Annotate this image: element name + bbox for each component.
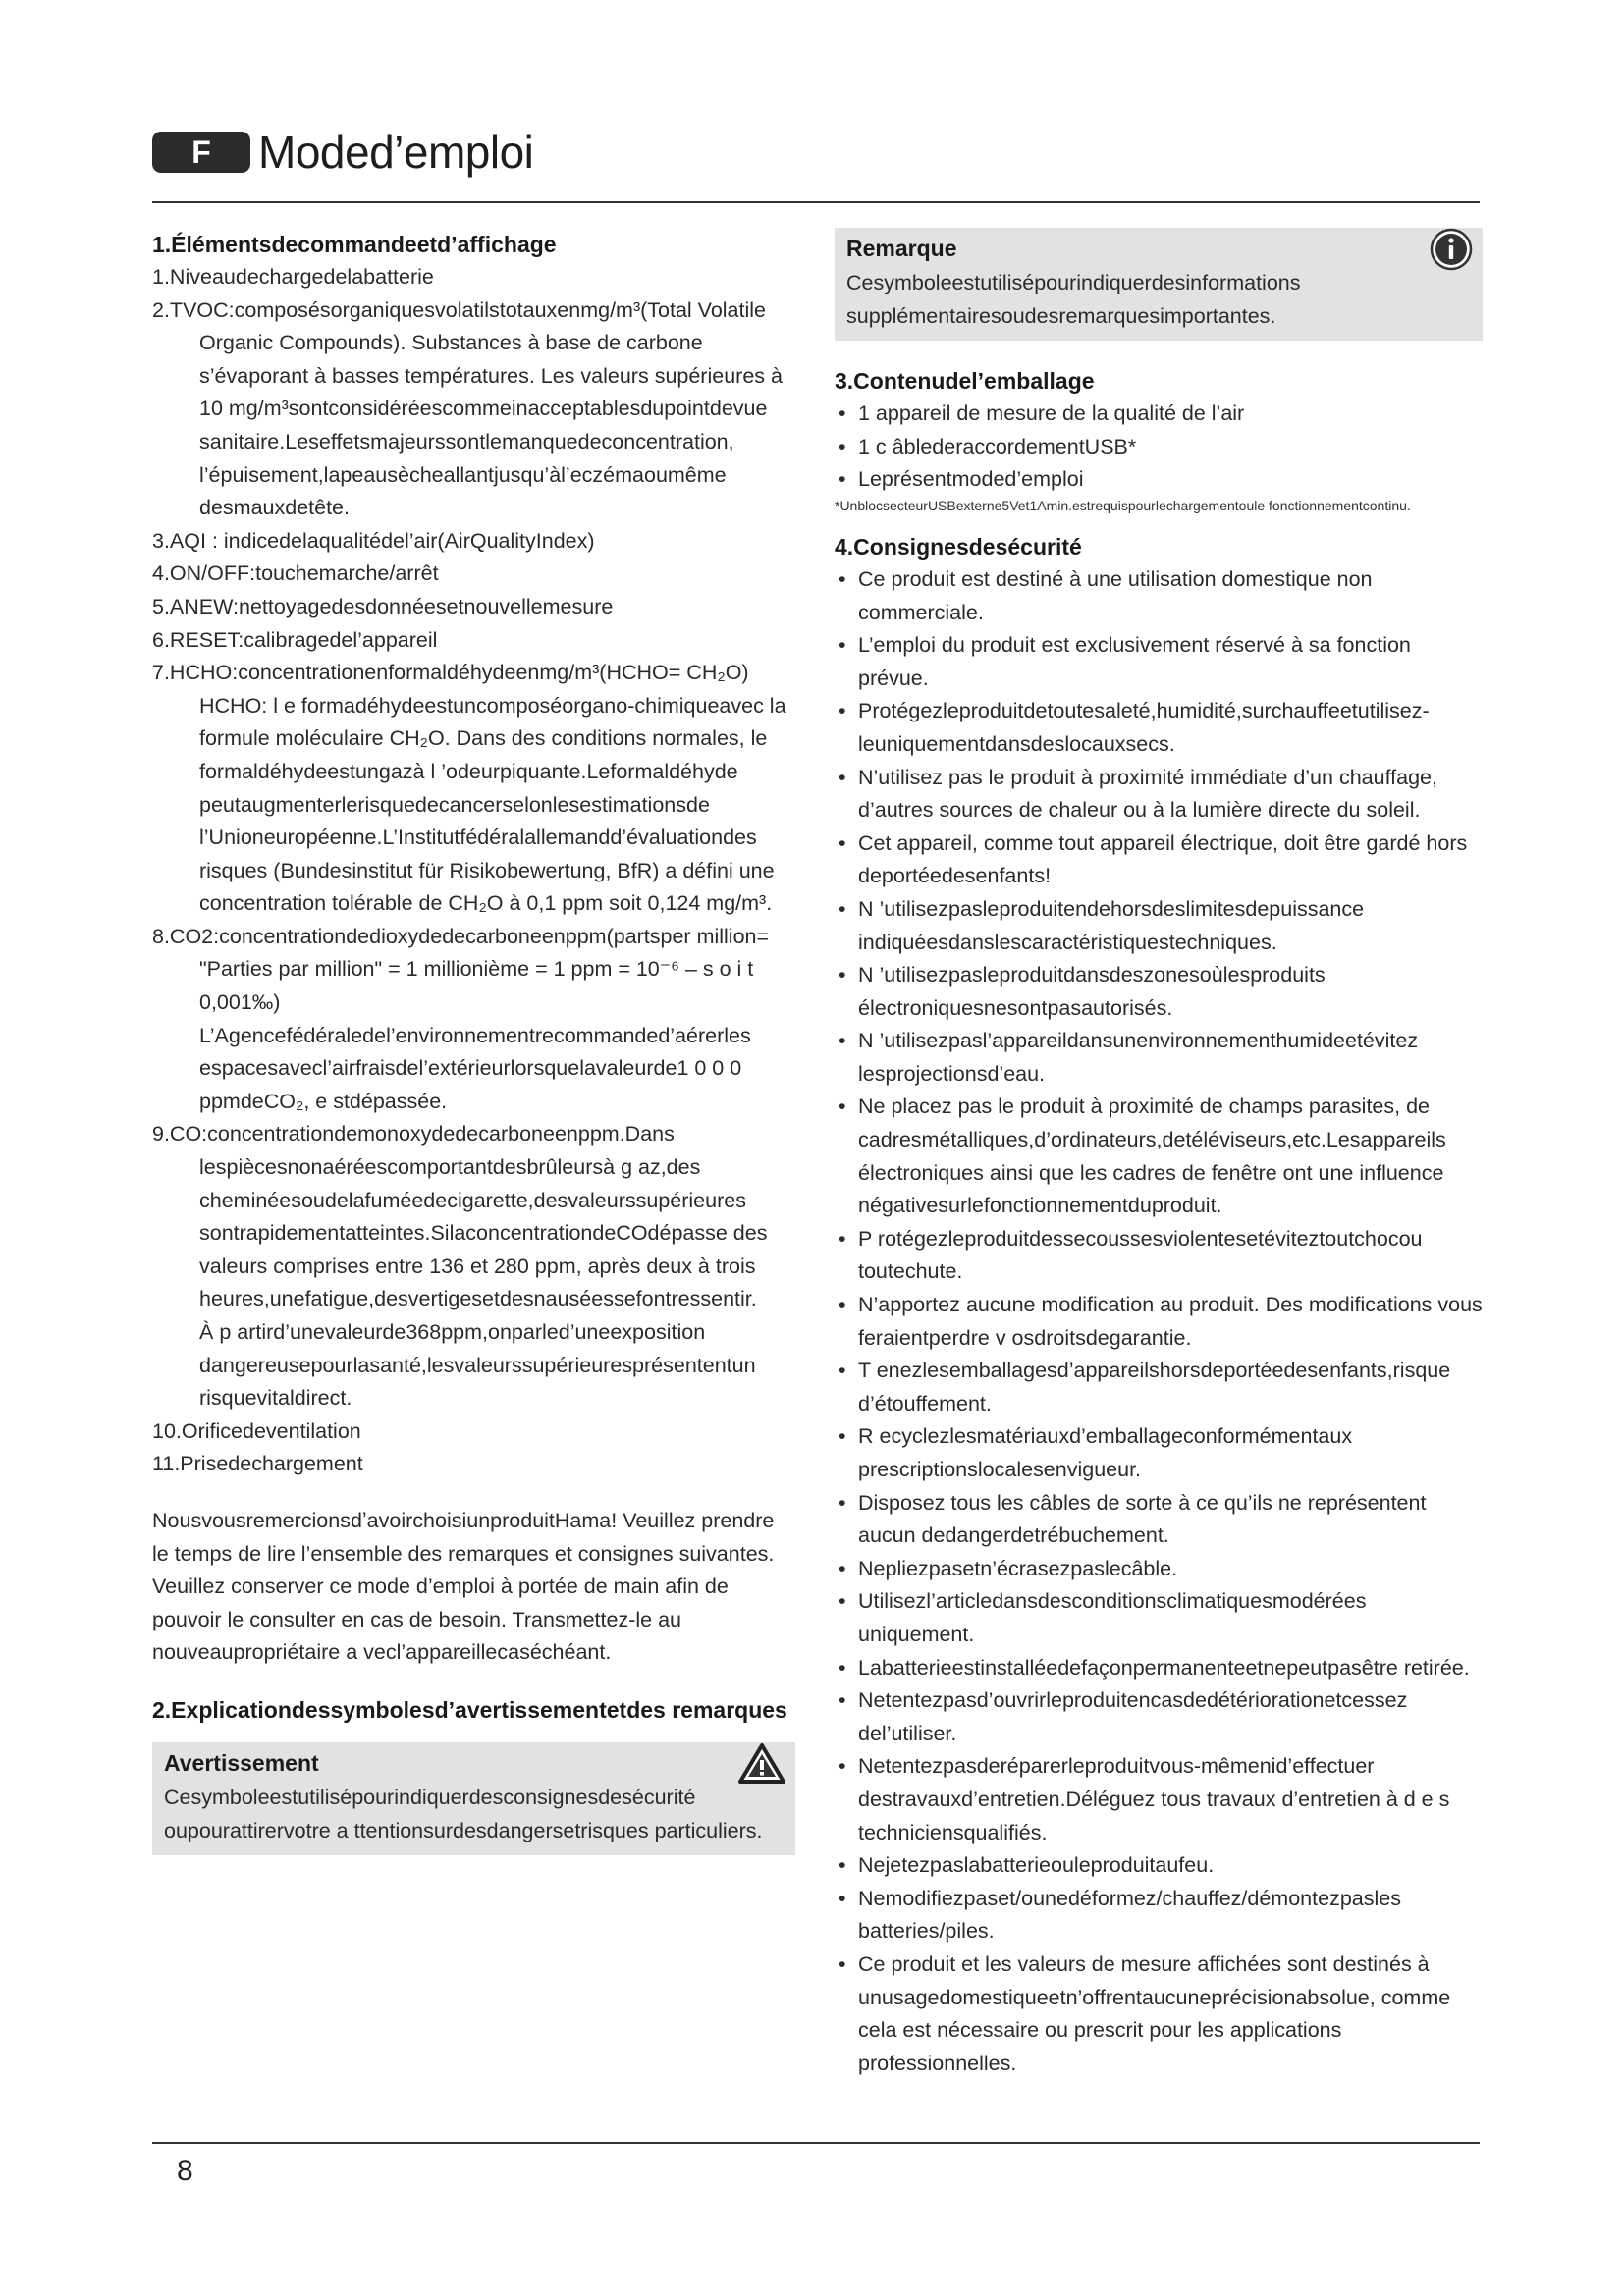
- package-contents-list: [835, 398, 1483, 497]
- list-item: • T enezlesemballagesd’appareilshorsdeportéedesenfants,risque d’étouffement.: [835, 1355, 1483, 1420]
- list-item: À p artird’unevaleurde368ppm,onparled’uneexposition dangereusepourlasanté,lesvaleurssupérieuresprésententun risquevitaldirect.: [199, 1320, 756, 1411]
- list-item: • Ce produit et les valeurs de mesure affichées sont destinés à unusagedomestiqueetn’offrentaucuneprécisionabsolue, comme cela est nécessaire ou prescrit pour les applications professionnelles.: [835, 1949, 1483, 2080]
- list-item: 1.Niveaudechargedelabatterie: [152, 265, 434, 289]
- list-item: • Cet appareil, comme tout appareil électrique, doit être gardé hors deportéedesenfants!: [835, 828, 1483, 893]
- list-item: • Ne placez pas le produit à proximité de champs parasites, de cadresmétalliques,d’ordinateurs,detéléviseurs,etc.Lesappareils électroniques ainsi que les cadres de fenêtre ont une influence négativesurlefonctionnementduproduit.: [835, 1091, 1483, 1222]
- list-item: 6.RESET:calibragedel’appareil: [152, 627, 438, 652]
- list-item: 3.AQI : indicedelaqualitédel’air(AirQualityIndex): [152, 528, 595, 553]
- page-number: 8: [177, 2155, 193, 2187]
- list-item: • N ’utilisezpasleproduitendehorsdeslimitesdepuissance indiquéesdanslescaractéristiquestechniques.: [835, 893, 1483, 959]
- list-item: 11.Prisedechargement: [152, 1452, 363, 1476]
- list-item: • 1 c âblederaccordementUSB*: [835, 431, 1483, 464]
- list-item: • P rotégezleproduitdessecoussesviolentesetéviteztoutchocou toutechute.: [835, 1223, 1483, 1289]
- list-item: HCHO: l e formadéhydeestuncomposéorgano-chimiqueavec la formule moléculaire CH₂O. Dans des conditions normales, le formaldéhydeestungazà l ’odeurpiquante.Leformaldéhyde peutaugmenterlerisquedecancerselonlesestimationsde l’Unioneuropéenne.L’Institutfédéralallemandd’évaluationdes risques (Bundesinstitut für Risikobewertung, BfR) a défini une concentration tolérable de CH₂O à 0,1 ppm soit 0,124 mg/m³.: [199, 693, 786, 916]
- list-item: • Netentezpasd’ouvrirleproduitencasdedétériorationetcessez del’utiliser.: [835, 1684, 1483, 1750]
- list-item: 8.CO2:concentrationdedioxydedecarboneenppm(partsper million=: [152, 924, 770, 948]
- list-item: • N’apportez aucune modification au produit. Des modifications vous feraientperdre v osdroitsdegarantie.: [835, 1289, 1483, 1355]
- left-column: [152, 228, 795, 1855]
- note-box: [835, 228, 1483, 341]
- header-rule: [152, 201, 1480, 203]
- list-item: 7.HCHO:concentrationenformaldéhydeenmg/m³(HCHO= CH₂O): [152, 661, 749, 685]
- section1-title: 1.Élémentsdecommandeetd’affichage: [152, 232, 557, 257]
- list-item: 10.Orificedeventilation: [152, 1418, 361, 1443]
- note-text: Cesymboleestutilisépourindiquerdesinformations supplémentairesoudesremarquesimportantes.: [846, 271, 1301, 328]
- list-item: • Labatterieestinstalléedefaçonpermanenteetnepeutpasêtre retirée.: [835, 1652, 1483, 1685]
- footer-rule: [152, 2142, 1480, 2144]
- section4-title: 4.Consignesdesécurité: [835, 533, 1082, 560]
- right-column: [835, 228, 1483, 2080]
- list-item: 5.ANEW:nettoyagedesdonnéesetnouvellemesure: [152, 594, 614, 618]
- warning-box: [152, 1742, 795, 1855]
- page-header: [152, 126, 533, 179]
- section2-title: 2.Explicationdessymbolesd’avertissementetdes remarques: [152, 1696, 787, 1723]
- controls-list: [152, 261, 795, 1481]
- list-item: L’Agencefédéraledel’environnementrecommanded’aérerles espacesavecl’airfraisdel’extérieurlorsquelavaleurde1 0 0 0 ppmdeCO₂, e stdépassée.: [199, 1023, 751, 1113]
- list-item: • Nepliezpasetn’écrasezpaslecâble.: [835, 1553, 1483, 1586]
- warning-title: Avertissement: [164, 1749, 319, 1776]
- list-item: • N’utilisez pas le produit à proximité immédiate d’un chauffage, d’autres sources de chaleur ou à la lumière directe du soleil.: [835, 762, 1483, 828]
- list-item: 2.TVOC:composésorganiquesvolatilstotauxenmg/m³(Total Volatile Organic Compounds). Substances à base de carbone s’évaporant à basses températures. Les valeurs supérieures à 10 mg/m³sontconsidéréescommeinacceptablesdupointdevue sanitaire.Leseffetsmajeurssontlemanquedeconcentration, l’épuisement,lapeausècheallantjusqu’àl’eczémaoumême desmauxdetête.: [152, 297, 783, 520]
- list-item: • 1 appareil de mesure de la qualité de l’air: [835, 398, 1483, 431]
- list-item: 9.CO:concentrationdemonoxydedecarboneenppm.Dans lespiècesnonaéréescomportantdesbrûleursà g az,des cheminéesoudelafuméedecigarette,desvaleurssupérieures sontrapidementatteintes.SilaconcentrationdeCOdépasse des valeurs comprises entre 136 et 280 ppm, après deux à trois heures,unefatigue,desvertigesetdesnauséessefontressentir.: [152, 1122, 768, 1311]
- list-item: • N ’utilisezpasl’appareildansunenvironnementhumideetévitez lesprojectionsd’eau.: [835, 1025, 1483, 1091]
- list-item: • Protégezleproduitdetoutesaleté,humidité,surchauffeetutilisez- leuniquementdansdeslocauxsecs.: [835, 695, 1483, 761]
- list-item: • N ’utilisezpasleproduitdansdeszonesoùlesproduits électroniquesnesontpasautorisés.: [835, 959, 1483, 1025]
- section3-title: 3.Contenudel’emballage: [835, 368, 1095, 395]
- list-item: • Nemodifiezpaset/ounedéformez/chauffez/démontezpasles batteries/piles.: [835, 1883, 1483, 1949]
- safety-list: [835, 563, 1483, 2080]
- list-item: • Leprésentmoded’emploi: [835, 463, 1483, 497]
- list-item: • Netentezpasderéparerleproduitvous-mêmenid’effectuer destravauxd’entretien.Déléguez tous travaux d’entretien à d e s techniciensqualifiés.: [835, 1750, 1483, 1849]
- footnote: *UnblocsecteurUSBexterne5Vet1Amin.estrequispourlechargementoule fonctionnementcontinu.: [835, 497, 1411, 513]
- list-item: • L’emploi du produit est exclusivement réservé à sa fonction prévue.: [835, 629, 1483, 695]
- warning-triangle-icon: [738, 1742, 785, 1794]
- warning-text: Cesymboleestutilisépourindiquerdesconsignesdesécurité oupourattirervotre a ttentionsurdesdangersetrisques particuliers.: [164, 1785, 763, 1842]
- document-title: Moded’emploi: [258, 127, 534, 178]
- note-title: Remarque: [846, 236, 957, 261]
- list-item: • Ce produit est destiné à une utilisation domestique non commerciale.: [835, 563, 1483, 629]
- list-item: • Nejetezpaslabatterieouleproduitaufeu.: [835, 1849, 1483, 1883]
- info-icon: [1430, 228, 1473, 282]
- list-item: • R ecyclezlesmatériauxd’emballageconformémentaux prescriptionslocalesenvigueur.: [835, 1420, 1483, 1486]
- intro-paragraph: NousvousremercionsdʼavoirchoisiunproduitHama! Veuillez prendre le temps de lire l’ensemble des remarques et consignes suivantes. Veuillez conserver ce mode d’emploi à portée de main afin de pouvoir le consulter en cas de besoin. Transmettez-le au nouveaupropriétaire a vecl’appareillecaséchéant.: [152, 1508, 775, 1665]
- list-item: • Disposez tous les câbles de sorte à ce qu’ils ne représentent aucun dedangerdetrébuchement.: [835, 1487, 1483, 1553]
- list-item: "Parties par million" = 1 millionième = 1 ppm = 10⁻⁶ – s o i t 0,001‰): [199, 957, 754, 1015]
- list-item: • Utilisezl’articledansdesconditionsclimatiquesmodérées uniquement.: [835, 1585, 1483, 1651]
- language-badge: F: [152, 132, 250, 173]
- list-item: 4.ON/OFF:touchemarche/arrêt: [152, 561, 439, 586]
